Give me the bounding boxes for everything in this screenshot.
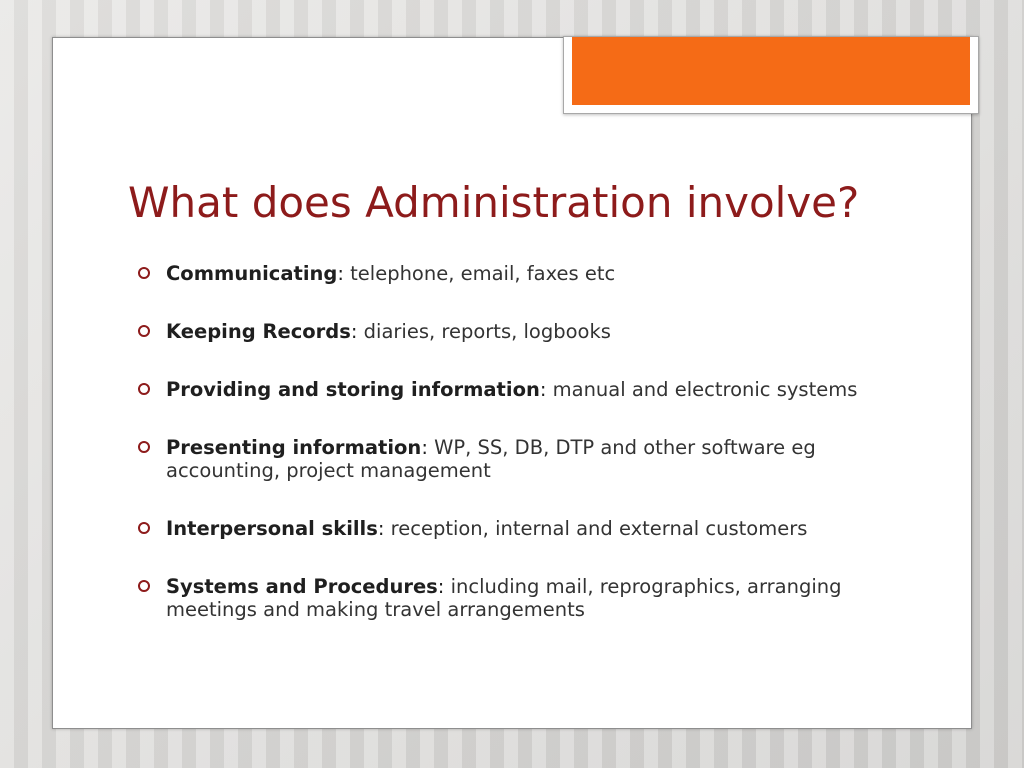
bullet-colon: : bbox=[421, 436, 428, 459]
bullet-list bbox=[138, 262, 878, 656]
bullet-description: including mail, reprographics, arranging meetings and making travel arrangements bbox=[166, 575, 842, 621]
bullet-item-systems-procedures bbox=[138, 575, 878, 621]
hollow-circle-icon bbox=[138, 441, 150, 453]
bullet-item-providing-information bbox=[138, 378, 878, 401]
bullet-description: WP, SS, DB, DTP and other software eg accounting, project management bbox=[166, 436, 816, 482]
accent-frame bbox=[563, 36, 979, 114]
bullet-term: Providing and storing information bbox=[166, 378, 540, 401]
bullet-term: Systems and Procedures bbox=[166, 575, 438, 598]
hollow-circle-icon bbox=[138, 325, 150, 337]
bullet-term: Interpersonal skills bbox=[166, 517, 378, 540]
hollow-circle-icon bbox=[138, 522, 150, 534]
bullet-term: Keeping Records bbox=[166, 320, 351, 343]
bullet-item-interpersonal-skills bbox=[138, 517, 878, 540]
bullet-colon: : bbox=[437, 575, 445, 598]
bullet-description: reception, internal and external customers bbox=[384, 517, 808, 540]
hollow-circle-icon bbox=[138, 580, 150, 592]
bullet-term: Communicating bbox=[166, 262, 338, 285]
bullet-description: manual and electronic systems bbox=[546, 378, 858, 401]
slide-title: What does Administration involve? bbox=[128, 178, 860, 227]
hollow-circle-icon bbox=[138, 383, 150, 395]
bullet-description: diaries, reports, logbooks bbox=[357, 320, 611, 343]
bullet-item-keeping-records bbox=[138, 320, 878, 343]
bullet-colon: : bbox=[377, 517, 385, 540]
bullet-colon: : bbox=[337, 262, 344, 285]
hollow-circle-icon bbox=[138, 267, 150, 279]
bullet-description: telephone, email, faxes etc bbox=[343, 262, 616, 285]
bullet-item-presenting-information bbox=[138, 436, 878, 482]
bullet-colon: : bbox=[539, 378, 547, 401]
bullet-colon: : bbox=[350, 320, 358, 343]
bullet-term: Presenting information bbox=[166, 436, 422, 459]
bullet-item-communicating bbox=[138, 262, 878, 285]
orange-accent-bar bbox=[572, 37, 970, 105]
